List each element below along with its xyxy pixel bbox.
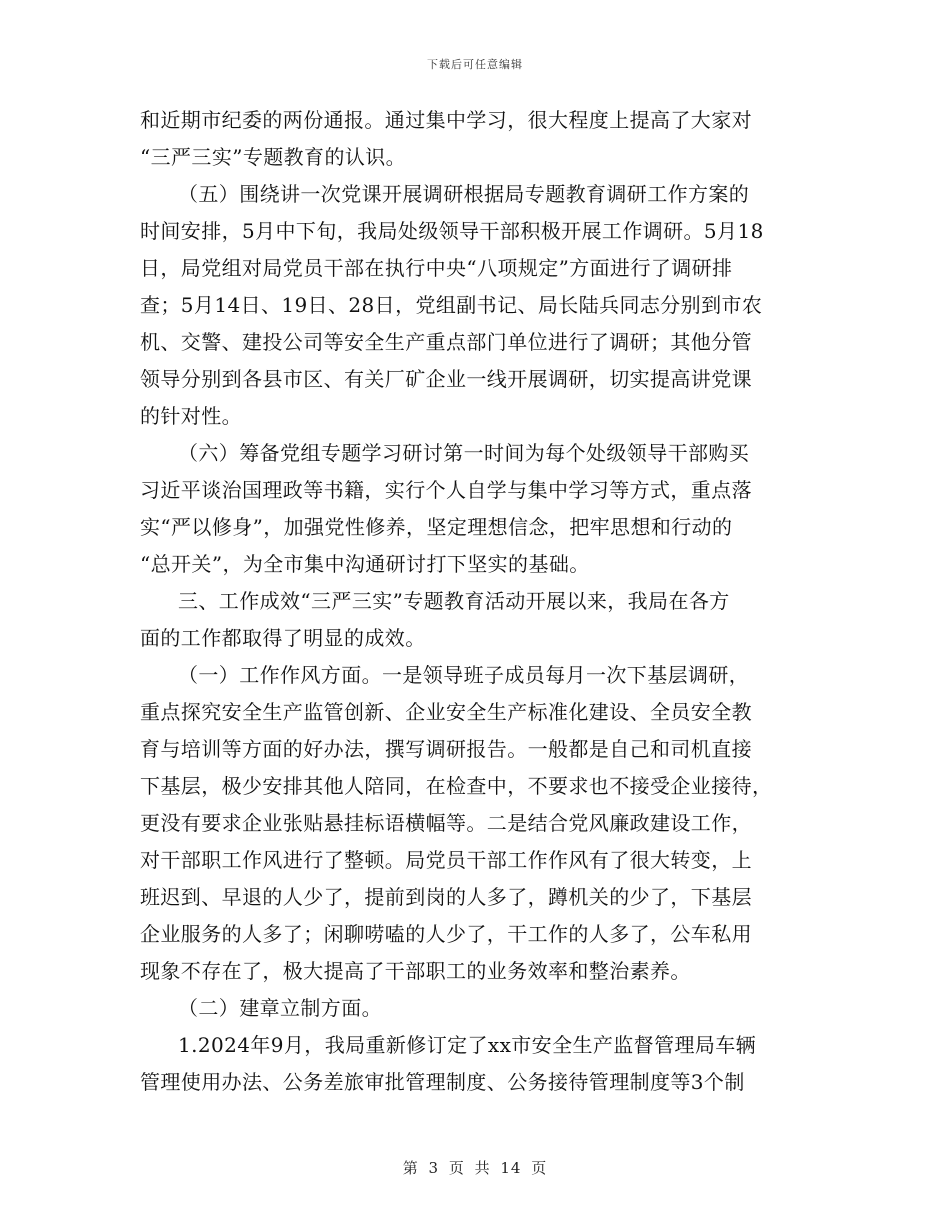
text-line: （六）筹备党组专题学习研讨第一时间为每个处级领导干部购买 xyxy=(178,441,750,465)
text-line: 时间安排，5月中下旬，我局处级领导干部积极开展工作调研。5月18 xyxy=(140,219,764,243)
page-header: 下载后可任意编辑 xyxy=(427,58,523,71)
text-line: 现象不存在了，极大提高了干部职工的业务效率和整治素养。 xyxy=(140,959,691,983)
text-line: （一）工作作风方面。一是领导班子成员每月一次下基层调研， xyxy=(178,663,750,687)
text-line: “总开关”，为全市集中沟通研讨打下坚实的基础。 xyxy=(140,552,590,576)
text-line: 更没有要求企业张贴悬挂标语横幅等。二是结合党风廉政建设工作， xyxy=(140,811,752,835)
text-line: 领导分别到各县市区、有关厂矿企业一线开展调研，切实提高讲党课 xyxy=(140,367,752,391)
text-line: 实“严以修身”，加强党性修养，坚定理想信念，把牢思想和行动的 xyxy=(140,515,733,539)
text-line: 面的工作都取得了明显的成效。 xyxy=(140,626,426,650)
text-line: “三严三实”专题教育的认识。 xyxy=(140,145,407,169)
text-line: 企业服务的人多了；闲聊唠嗑的人少了，干工作的人多了，公车私用 xyxy=(140,922,752,946)
text-line: 查；5月14日、19日、28日，党组副书记、局长陆兵同志分别到市农 xyxy=(140,293,763,317)
page-footer: 第 3 页 共 14 页 xyxy=(402,1159,548,1177)
document-body xyxy=(140,102,815,1101)
text-line: 育与培训等方面的好办法，撰写调研报告。一般都是自己和司机直接 xyxy=(140,737,752,761)
text-line: 三、工作成效“三严三实”专题教育活动开展以来，我局在各方 xyxy=(178,589,730,613)
text-line: 班迟到、早退的人少了，提前到岗的人多了，蹲机关的少了，下基层 xyxy=(140,885,752,909)
text-line: 重点探究安全生产监管创新、企业安全生产标准化建设、全员安全教 xyxy=(140,700,752,724)
text-line: 日，局党组对局党员干部在执行中央“八项规定”方面进行了调研排 xyxy=(140,256,733,280)
text-line: 管理使用办法、公务差旅审批管理制度、公务接待管理制度等3个制 xyxy=(140,1070,745,1094)
text-line: 下基层，极少安排其他人陪同，在检查中，不要求也不接受企业接待， xyxy=(140,774,773,798)
text-line: （五）围绕讲一次党课开展调研根据局专题教育调研工作方案的 xyxy=(178,182,750,206)
text-line: 和近期市纪委的两份通报。通过集中学习，很大程度上提高了大家对 xyxy=(140,108,752,132)
text-line: 1.2024年9月，我局重新修订定了xx市安全生产监督管理局车辆 xyxy=(178,1033,757,1057)
text-line: 的针对性。 xyxy=(140,404,242,428)
text-line: 习近平谈治国理政等书籍，实行个人自学与集中学习等方式，重点落 xyxy=(140,478,752,502)
text-line: （二）建章立制方面。 xyxy=(178,996,382,1020)
text-line: 机、交警、建投公司等安全生产重点部门单位进行了调研；其他分管 xyxy=(140,330,752,354)
text-line: 对干部职工作风进行了整顿。局党员干部工作作风有了很大转变，上 xyxy=(140,848,752,872)
